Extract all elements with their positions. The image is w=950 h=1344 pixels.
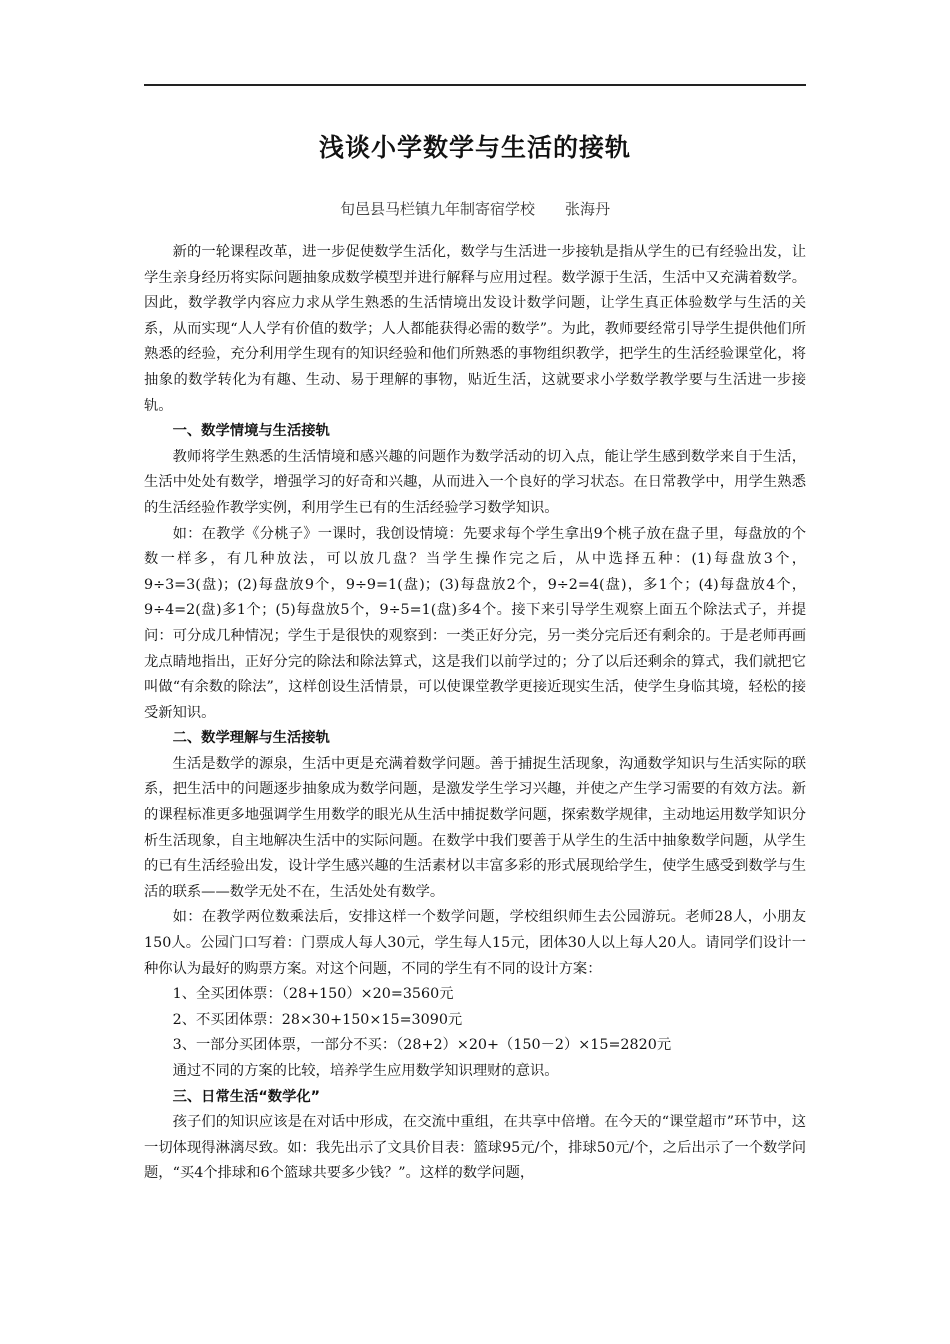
section1-paragraph-1: 教师将学生熟悉的生活情境和感兴趣的问题作为数学活动的切入点，能让学生感到数学来自于生活，生活中处处有数学，增强学习的好奇和兴趣，从而进入一个良好的学习状态。在日常教学中，用学生熟悉的生活经验作教学实例，利用学生已有的生活经验学习数学知识。 <box>144 448 806 516</box>
section1-paragraph-2: 如：在教学《分桃子》一课时，我创设情境：先要求每个学生拿出9个桃子放在盘子里，每盘放的个数一样多，有几种放法，可以放几盘？当学生操作完之后，从中选择五种：(1)每盘放3个，9÷3=3(盘)；(2)每盘放9个，9÷9=1(盘)；(3)每盘放2个，9÷2=4(盘)，多1个；(4)每盘放4个，9÷4=2(盘)多1个；(5)每盘放5个，9÷5=1(盘)多4个。接下来引导学生观察上面五个除法式子，并提问：可分成几种情况；学生于是很快的观察到：一类正好分完，另一类分完后还有剩余的。于是老师再画龙点睛地指出，正好分完的除法和除法算式，这是我们以前学过的；分了以后还剩余的算式，我们就把它叫做“有余数的除法”，这样创设生活情景，可以使课堂教学更接近现实生活，使学生身临其境，轻松的接受新知识。 <box>144 525 806 721</box>
section2-paragraph-2: 如：在教学两位数乘法后，安排这样一个数学问题，学校组织师生去公园游玩。老师28人，小朋友150人。公园门口写着：门票成人每人30元，学生每人15元，团体30人以上每人20人。请同学们设计一种你认为最好的购票方案。对这个问题，不同的学生有不同的设计方案： <box>144 909 806 977</box>
section2-paragraph-3: 通过不同的方案的比较，培养学生应用数学知识理财的意识。 <box>172 1063 559 1079</box>
article-body <box>144 240 806 1187</box>
section-heading-1: 一、数学情境与生活接轨 <box>172 423 330 440</box>
section2-paragraph-1: 生活是数学的源泉，生活中更是充满着数学问题。善于捕捉生活现象，沟通数学知识与生活实际的联系，把生活中的问题逐步抽象成为数学问题，是激发学生学习兴趣，并使之产生学习需要的有效方法。新的课程标准更多地强调学生用数学的眼光从生活中捕捉数学问题，探索数学规律，主动地运用数学知识分析生活现象，自主地解决生活中的实际问题。在数学中我们要善于从学生的生活中抽象数学问题，从学生的已有生活经验出发，设计学生感兴趣的生活素材以丰富多彩的形式展现给学生，使学生感受到数学与生活的联系——数学无处不在，生活处处有数学。 <box>144 755 806 900</box>
author-name: 张海丹 <box>565 200 611 218</box>
section-heading-2: 二、数学理解与生活接轨 <box>172 730 330 747</box>
plan-item-1: 1、全买团体票：（28+150）×20=3560元 <box>172 986 454 1003</box>
intro-paragraph: 新的一轮课程改革，进一步促使数学生活化，数学与生活进一步接轨是指从学生的已有经验出发，让学生亲身经历将实际问题抽象成数学模型并进行解释与应用过程。数学源于生活，生活中又充满着数学。因此，数学教学内容应力求从学生熟悉的生活情境出发设计数学问题，让学生真正体验数学与生活的关系，从而实现“人人学有价值的数学；人人都能获得必需的数学”。为此，教师要经常引导学生提供他们所熟悉的经验，充分利用学生现有的知识经验和他们所熟悉的事物组织教学，把学生的生活经验课堂化，将抽象的数学转化为有趣、生动、易于理解的事物，贴近生活，这就要求小学数学教学要与生活进一步接轨。 <box>144 244 806 414</box>
section-heading-3: 三、日常生活“数学化” <box>172 1088 321 1105</box>
plan-item-2: 2、不买团体票：28×30+150×15=3090元 <box>172 1011 463 1028</box>
plan-item-3: 3、一部分买团体票，一部分不买：（28+2）×20+（150－2）×15=2820元 <box>172 1037 672 1054</box>
school-name: 旬邑县马栏镇九年制寄宿学校 <box>339 200 535 218</box>
section3-paragraph-1: 孩子们的知识应该是在对话中形成，在交流中重组，在共享中倍增。在今天的“课堂超市”环节中，这一切体现得淋漓尽致。如：我先出示了文具价目表：篮球95元/个，排球50元/个，之后出示了一个数学问题，“买4个排球和6个篮球共要多少钱？”。这样的数学问题， <box>144 1114 806 1182</box>
header-rule <box>144 84 806 86</box>
document-title: 浅谈小学数学与生活的接轨 <box>318 133 631 162</box>
byline <box>144 198 806 220</box>
